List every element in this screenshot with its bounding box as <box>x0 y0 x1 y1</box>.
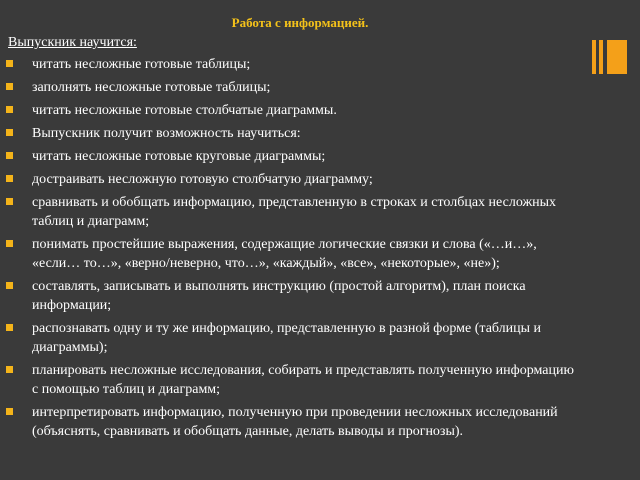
list-item <box>4 124 580 143</box>
list-item-text: распознавать одну и ту же информацию, представленную в разной форме (таблицы и диаграммы); <box>32 321 542 355</box>
square-bullet-icon <box>6 408 13 415</box>
list-item-text: понимать простейшие выражения, содержащие логические связки и слова («…и…», «если… то…», «верно/неверно, что…», «каждый», «все», «некоторые», «не»); <box>32 237 537 271</box>
square-bullet-icon <box>6 129 13 136</box>
list-item-text: читать несложные готовые столбчатые диаграммы. <box>32 103 337 118</box>
list-item-text: заполнять несложные готовые таблицы; <box>32 80 271 95</box>
list-item <box>4 361 580 399</box>
list-item-text: интерпретировать информацию, полученную при проведении несложных исследований (объяснять, сравнивать и обобщать данные, делать выводы и прогнозы). <box>32 405 558 439</box>
list-item <box>4 78 580 97</box>
square-bullet-icon <box>6 324 13 331</box>
square-bullet-icon <box>6 240 13 247</box>
slide-title: Работа с информацией. <box>231 15 369 30</box>
square-bullet-icon <box>6 282 13 289</box>
decorative-bar-thin-1 <box>592 40 596 74</box>
square-bullet-icon <box>6 175 13 182</box>
decorative-bar-thin-2 <box>599 40 603 74</box>
list-item-text: составлять, записывать и выполнять инструкцию (простой алгоритм), план поиска информации; <box>32 279 526 313</box>
list-item <box>4 277 580 315</box>
list-item-text: Выпускник получит возможность научиться: <box>32 126 301 141</box>
square-bullet-icon <box>6 60 13 67</box>
list-item-text: планировать несложные исследования, собирать и представлять полученную информацию с помощью таблиц и диаграмм; <box>32 363 574 397</box>
list-item-text: читать несложные готовые круговые диаграммы; <box>32 149 326 164</box>
list-item <box>4 147 580 166</box>
intro-heading: Выпускник научится: <box>8 35 137 50</box>
bullet-list <box>4 55 580 445</box>
decorative-bar-wide <box>607 40 627 74</box>
square-bullet-icon <box>6 366 13 373</box>
list-item <box>4 101 580 120</box>
list-item <box>4 55 580 74</box>
list-item-text: читать несложные готовые таблицы; <box>32 57 251 72</box>
list-item <box>4 235 580 273</box>
list-item <box>4 403 580 441</box>
list-item <box>4 170 580 189</box>
list-item-text: достраивать несложную готовую столбчатую диаграмму; <box>32 172 373 187</box>
square-bullet-icon <box>6 83 13 90</box>
list-item-text: сравнивать и обобщать информацию, представленную в строках и столбцах несложных таблиц и диаграмм; <box>32 195 557 229</box>
square-bullet-icon <box>6 106 13 113</box>
list-item <box>4 193 580 231</box>
square-bullet-icon <box>6 198 13 205</box>
list-item <box>4 319 580 357</box>
square-bullet-icon <box>6 152 13 159</box>
